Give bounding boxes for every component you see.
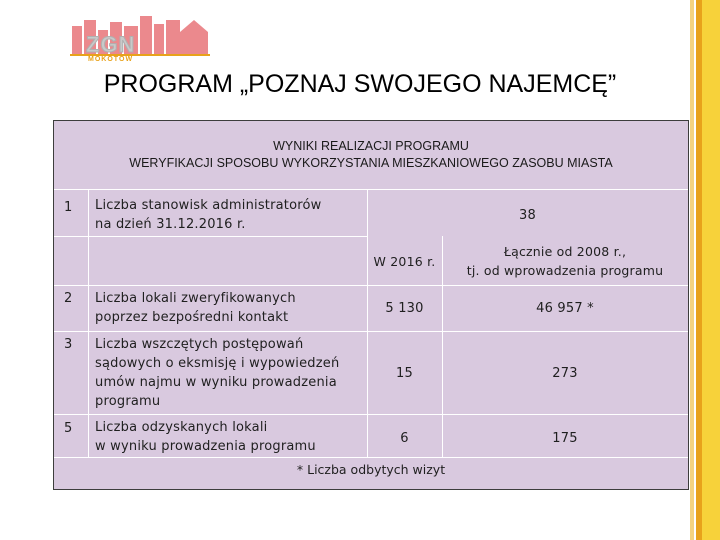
row3-label-line3: umów najmu w wyniku prowadzenia — [95, 375, 337, 390]
zgn-logo — [68, 12, 212, 64]
row3-label-line2: sądowych o eksmisję i wypowiedzeń — [95, 356, 340, 371]
logo-subtitle: MOKOTÓW — [88, 56, 134, 63]
results-table — [53, 120, 689, 490]
row3-year-value: 15 — [396, 366, 413, 381]
grid-line — [54, 457, 688, 458]
row1-number: 1 — [64, 200, 73, 215]
row1-label-line2: na dzień 31.12.2016 r. — [95, 217, 246, 232]
grid-line — [54, 189, 688, 190]
row2-label-line1: Liczba lokali zweryfikowanych — [95, 291, 296, 306]
row5-label-line2: w wyniku prowadzenia programu — [95, 439, 316, 454]
row2-label — [95, 289, 296, 327]
table-header-line1: WYNIKI REALIZACJI PROGRAMU — [273, 139, 469, 153]
row5-total-value: 175 — [552, 431, 578, 446]
grid-line — [54, 285, 688, 286]
row5-label-line1: Liczba odzyskanych lokali — [95, 420, 268, 435]
table-footnote: * Liczba odbytych wizyt — [296, 462, 446, 477]
col-header-total-line2: tj. od wprowadzenia programu — [466, 263, 664, 278]
row2-label-line2: poprzez bezpośredni kontakt — [95, 310, 289, 325]
table-header-line2: WERYFIKACJI SPOSOBU WYKORZYSTANIA MIESZKANIOWEGO ZASOBU MIASTA — [129, 156, 613, 170]
row3-label-line1: Liczba wszczętych postępowań — [95, 337, 304, 352]
row1-label-line1: Liczba stanowisk administratorów — [95, 198, 322, 213]
grid-line — [367, 189, 368, 457]
grid-line — [54, 236, 367, 237]
row5-number: 5 — [64, 421, 73, 436]
table-header — [54, 121, 688, 189]
row2-number: 2 — [64, 291, 73, 306]
col-header-total — [442, 242, 688, 280]
col-header-year: W 2016 r. — [373, 254, 436, 269]
row1-label — [95, 196, 322, 234]
row2-total-value: 46 957 * — [536, 301, 594, 316]
row5-label — [95, 418, 316, 456]
row3-label — [95, 335, 339, 411]
grid-line — [54, 331, 688, 332]
grid-line — [54, 414, 688, 415]
row2-year-value: 5 130 — [385, 301, 424, 316]
col-header-total-line1: Łącznie od 2008 r., — [503, 244, 627, 259]
logo-text: ZGN — [86, 32, 136, 57]
row3-number: 3 — [64, 337, 73, 352]
grid-line — [88, 189, 89, 457]
row3-label-line4: programu — [95, 394, 161, 409]
row3-total-value: 273 — [552, 366, 578, 381]
page-title: PROGRAM „POZNAJ SWOJEGO NAJEMCĘ” — [103, 70, 617, 98]
row1-value: 38 — [519, 208, 536, 223]
row5-year-value: 6 — [400, 431, 409, 446]
